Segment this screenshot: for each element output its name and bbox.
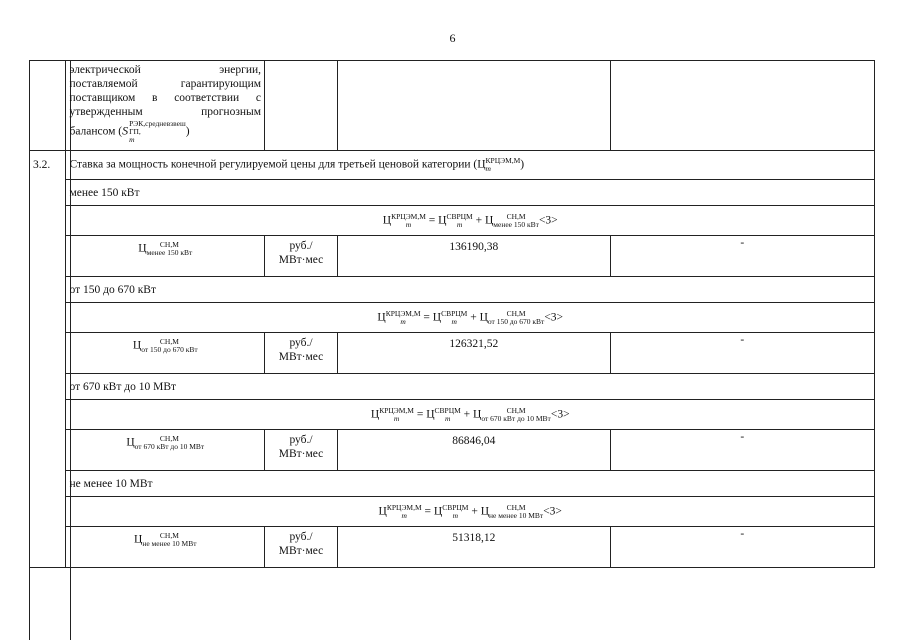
balance-suffix: ) xyxy=(185,125,190,138)
group-value: 136190,38 xyxy=(337,236,610,277)
group-num-cell xyxy=(30,497,66,527)
continuation-line-1: электрической энергии, xyxy=(69,64,262,76)
group-num-cell xyxy=(30,471,66,497)
group-unit: руб./ МВт·мес xyxy=(265,527,338,568)
group-formula-row xyxy=(30,206,875,236)
group-value: 86846,04 xyxy=(337,430,610,471)
group-formula-row xyxy=(30,400,875,430)
group-formula: Ц КРЦЭМ,М m = Ц СВРЦМ m + Ц СН,М менее 150 кВт <3> xyxy=(66,206,875,236)
continuation-value-cell xyxy=(337,61,610,151)
group-value-row xyxy=(30,236,875,277)
group-dash: - xyxy=(610,430,874,471)
balance-prefix: балансом ( xyxy=(69,125,123,138)
group-num-cell xyxy=(30,400,66,430)
groups-body xyxy=(30,180,875,568)
group-num-cell xyxy=(30,236,66,277)
continuation-row xyxy=(30,61,875,151)
tariff-table xyxy=(29,60,875,568)
group-formula: Ц КРЦЭМ,М m = Ц СВРЦМ m + Ц СН,М от 150 до 670 кВт <3> xyxy=(66,303,875,333)
section-number: 3.2. xyxy=(30,151,66,180)
group-num-cell xyxy=(30,206,66,236)
group-label: от 670 кВт до 10 МВт xyxy=(66,374,875,400)
group-unit: руб./ МВт·мес xyxy=(265,430,338,471)
group-formula-row xyxy=(30,497,875,527)
group-num-cell xyxy=(30,527,66,568)
section-title: Ставка за мощность конечной регулируемой цены для третьей ценовой категории (Ц КРЦЭМ,М m ) xyxy=(66,151,875,180)
group-unit: руб./ МВт·мес xyxy=(265,236,338,277)
page-number: 6 xyxy=(449,31,456,45)
section-row xyxy=(30,151,875,180)
group-num-cell xyxy=(30,303,66,333)
group-label-row xyxy=(30,471,875,497)
group-formula: Ц КРЦЭМ,М m = Ц СВРЦМ m + Ц СН,М не менее 10 МВт <3> xyxy=(66,497,875,527)
continuation-num-cell xyxy=(30,61,66,151)
group-label-row xyxy=(30,277,875,303)
group-label: от 150 до 670 кВт xyxy=(66,277,875,303)
group-value-row xyxy=(30,333,875,374)
group-num-cell xyxy=(30,277,66,303)
group-label: менее 150 кВт xyxy=(66,180,875,206)
balance-symbol: S РЭК,средневзвеш ГП, m xyxy=(122,119,186,144)
group-symbol: Ц СН,М менее 150 кВт xyxy=(66,236,265,277)
group-symbol: Ц СН,М от 670 кВт до 10 МВт xyxy=(66,430,265,471)
continuation-line-5 xyxy=(69,120,261,144)
group-dash: - xyxy=(610,527,874,568)
group-label-row xyxy=(30,180,875,206)
continuation-line-4: утвержденным прогнозным xyxy=(69,106,262,118)
group-formula-row xyxy=(30,303,875,333)
group-num-cell xyxy=(30,430,66,471)
group-dash: - xyxy=(610,236,874,277)
group-symbol: Ц СН,М не менее 10 МВт xyxy=(66,527,265,568)
continuation-line-2: поставляемой гарантирующим xyxy=(69,78,262,90)
group-symbol: Ц СН,М от 150 до 670 кВт xyxy=(66,333,265,374)
continuation-line-3: поставщиком в соответствии с xyxy=(69,92,262,104)
group-unit: руб./ МВт·мес xyxy=(265,333,338,374)
continuation-unit-cell xyxy=(265,61,338,151)
group-value: 126321,52 xyxy=(337,333,610,374)
group-formula: Ц КРЦЭМ,М m = Ц СВРЦМ m + Ц СН,М от 670 кВт до 10 МВт <3> xyxy=(66,400,875,430)
group-value-row xyxy=(30,430,875,471)
group-label: не менее 10 МВт xyxy=(66,471,875,497)
continuation-rest-cell xyxy=(610,61,874,151)
group-label-row xyxy=(30,374,875,400)
group-value: 51318,12 xyxy=(337,527,610,568)
group-num-cell xyxy=(30,333,66,374)
group-num-cell xyxy=(30,180,66,206)
group-dash: - xyxy=(610,333,874,374)
continuation-name-cell xyxy=(66,61,265,151)
group-num-cell xyxy=(30,374,66,400)
group-value-row xyxy=(30,527,875,568)
